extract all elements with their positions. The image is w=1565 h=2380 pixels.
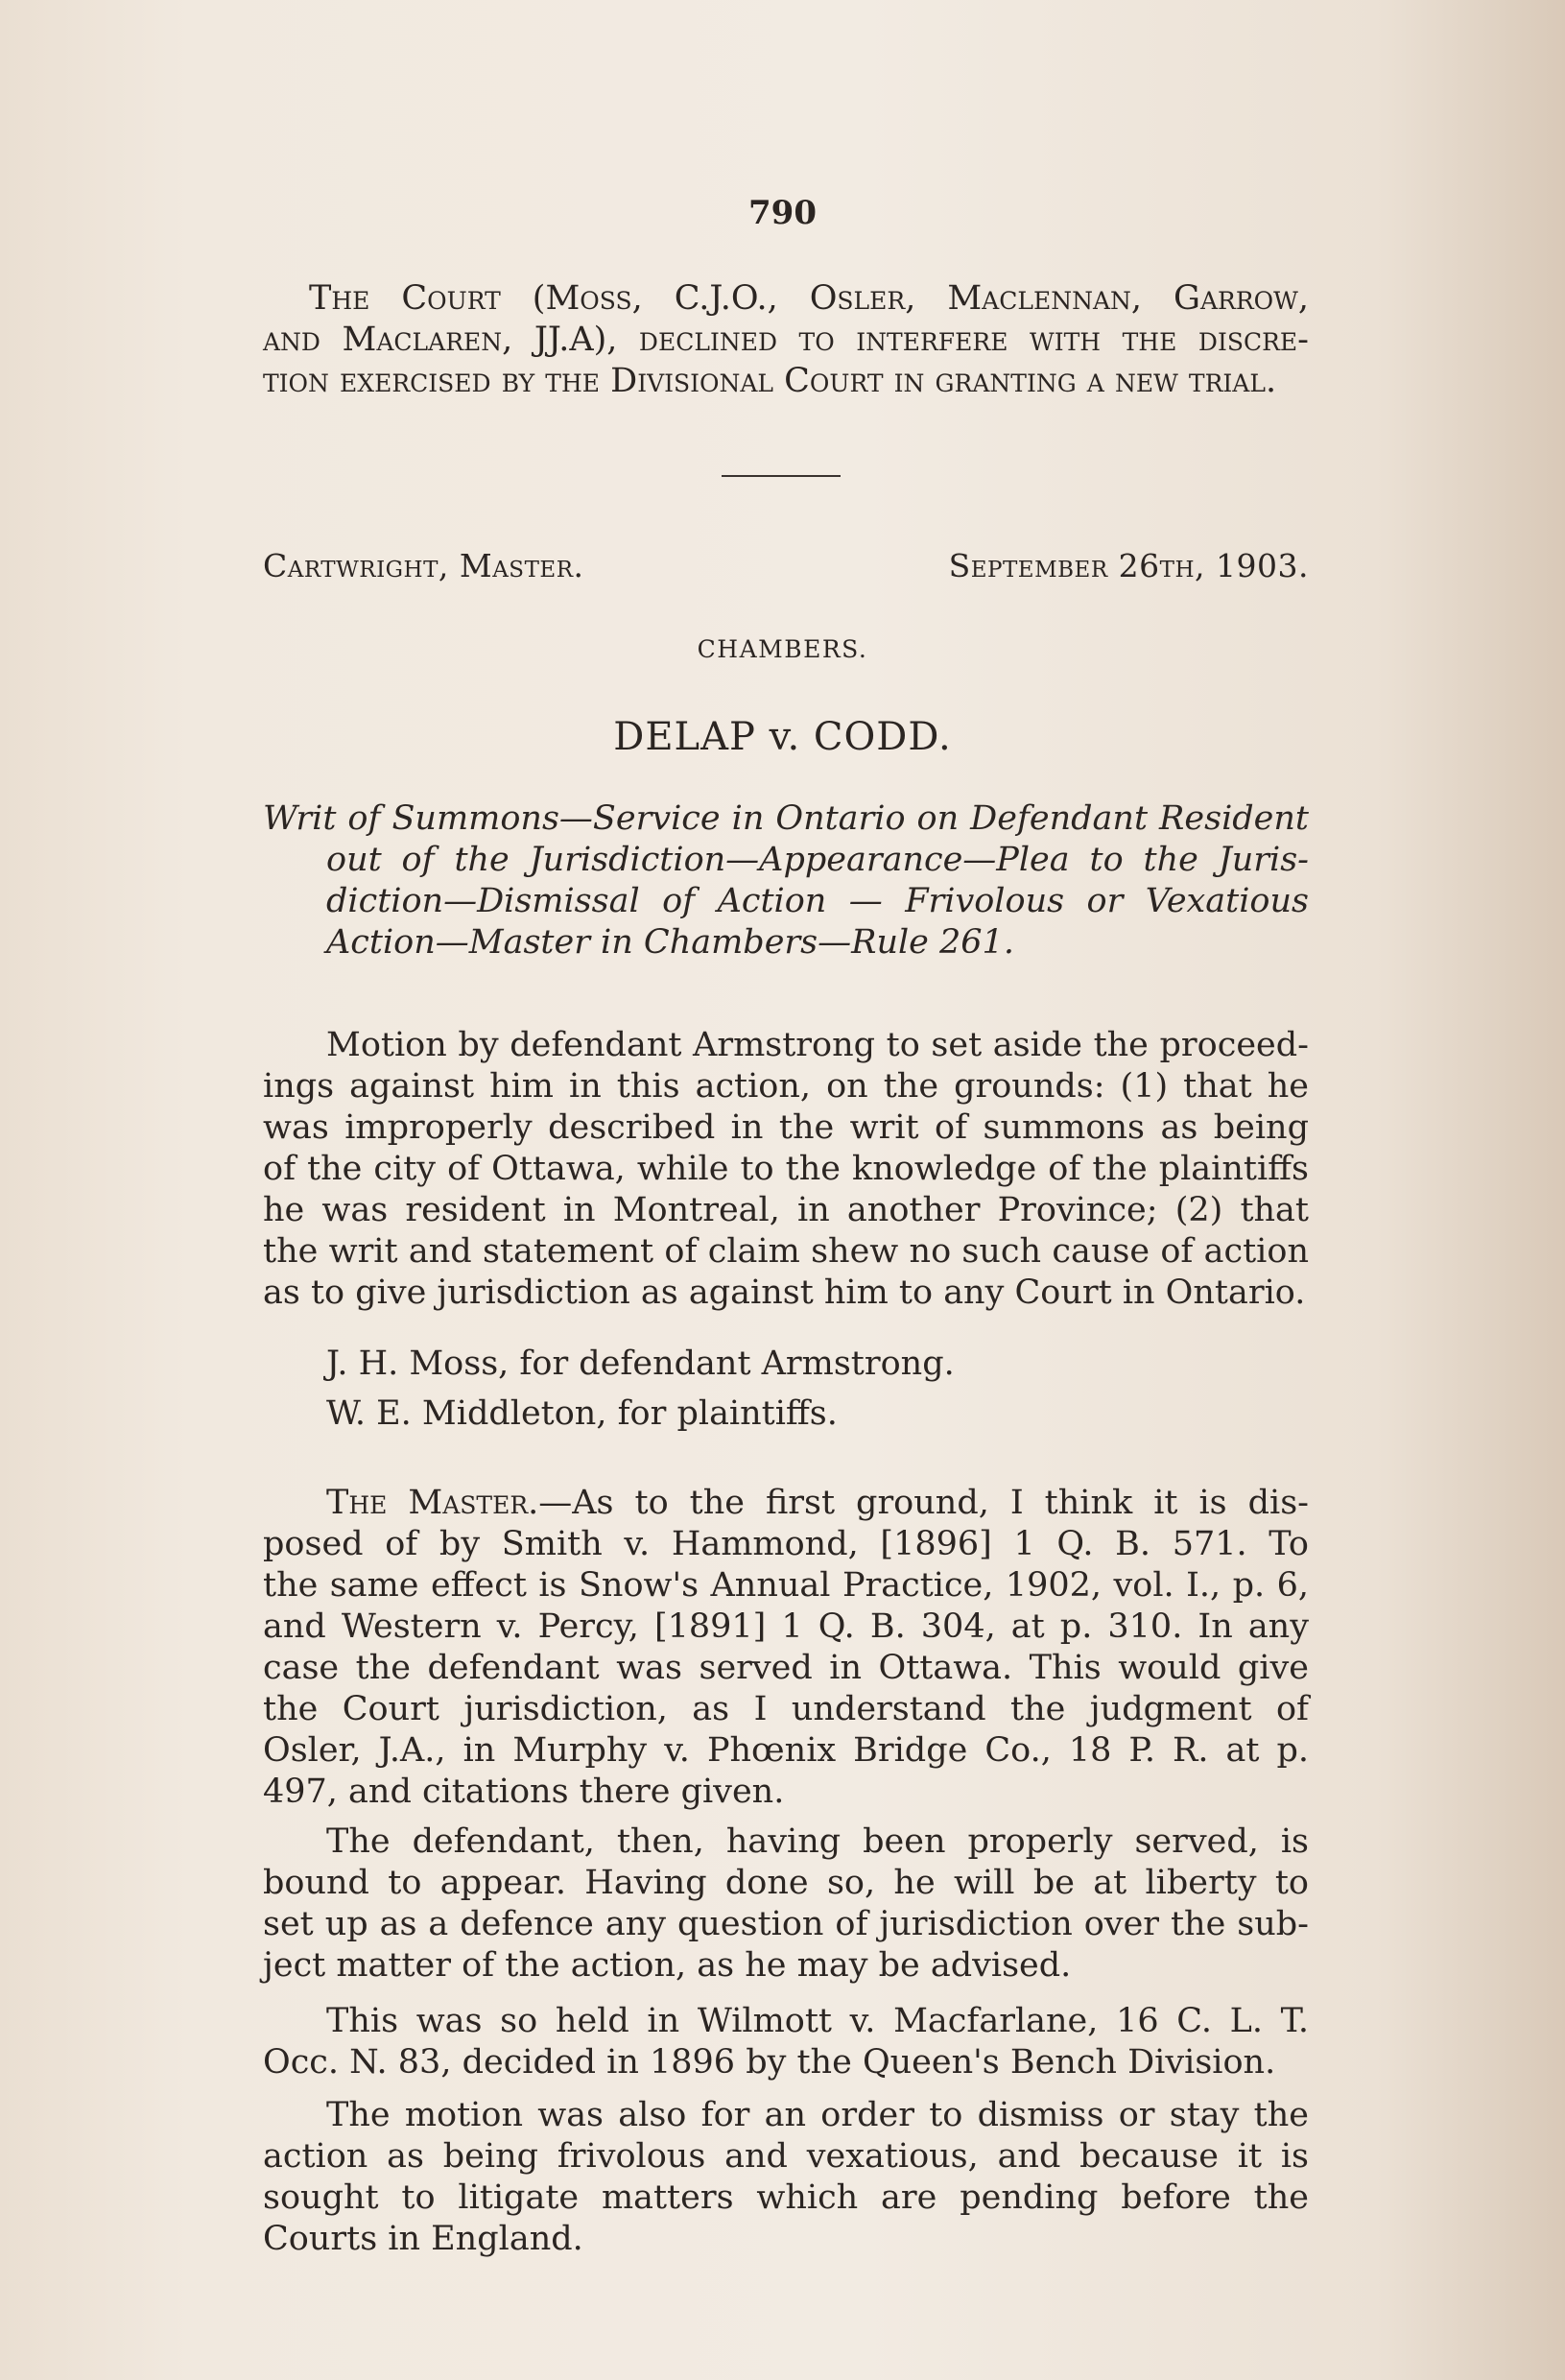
text-line: diction—Dismissal of Action — Frivolous or Vexatious <box>326 882 1309 920</box>
text-line: he was resident in Montreal, in another Province; (2) that <box>263 1191 1309 1229</box>
text-line: Writ of Summons—Service in Ontario on Defendant Resident <box>263 799 1309 838</box>
text-line: the Court jurisdiction, as I understand the judgment of <box>263 1690 1309 1728</box>
text-line: ject matter of the action, as he may be advised. <box>263 1946 1072 1985</box>
text-line: the writ and statement of claim shew no such cause of action <box>263 1232 1309 1271</box>
judge-name: Cartwright, Master. <box>263 547 584 584</box>
judgment-paragraph-2 <box>263 1821 1309 1987</box>
judgment-paragraph-4 <box>263 2095 1309 2260</box>
case-header <box>263 545 1309 586</box>
text-line: as to give jurisdiction as against him to any Court in Ontario. <box>263 1273 1306 1312</box>
text-line: the same effect is Snow's Annual Practice, 1902, vol. I., p. 6, <box>263 1566 1309 1605</box>
text-line: was improperly described in the writ of summons as being <box>263 1108 1309 1147</box>
text-line: This was so held in Wilmott v. Macfarlane, 16 C. L. T. <box>326 2002 1309 2040</box>
counsel-plaintiffs: W. E. Middleton, for plaintiffs. <box>326 1394 838 1433</box>
text-line: out of the Jurisdiction—Appearance—Plea to the Juris- <box>326 841 1309 879</box>
headnote <box>263 798 1309 964</box>
text-line: posed of by Smith v. Hammond, [1896] 1 Q. B. 571. To <box>263 1525 1309 1563</box>
text-line: Osler, J.A., in Murphy v. Phœnix Bridge Co., 18 P. R. at p. <box>263 1731 1309 1770</box>
text-line: 497, and citations there given. <box>263 1773 785 1811</box>
text-line: set up as a defence any question of jurisdiction over the sub- <box>263 1905 1309 1943</box>
text-line: Occ. N. 83, decided in 1896 by the Queen's Bench Division. <box>263 2043 1276 2082</box>
text-line: and Maclaren, JJ.A), declined to interfere with the discre- <box>263 321 1309 359</box>
case-title: DELAP v. CODD. <box>613 715 952 759</box>
motion-paragraph <box>263 1025 1309 1314</box>
counsel-defendant: J. H. Moss, for defendant Armstrong. <box>326 1345 955 1383</box>
text-line: Motion by defendant Armstrong to set aside the proceed- <box>326 1026 1309 1064</box>
text-line-content: The Master.—As to the first ground, I think it is dis- <box>326 1484 1309 1522</box>
text-line: sought to litigate matters which are pending before the <box>263 2178 1309 2217</box>
judgment-paragraph-1 <box>263 1483 1309 1813</box>
text-line: ings against him in this action, on the grounds: (1) that he <box>263 1067 1309 1106</box>
text-line: The defendant, then, having been properly served, is <box>326 1822 1309 1861</box>
text-line: of the city of Ottawa, while to the knowledge of the plaintiffs <box>263 1150 1309 1188</box>
page-number: 790 <box>748 194 817 232</box>
text-line: The Court (Moss, C.J.O., Osler, Maclennan, Garrow, <box>309 279 1309 318</box>
section-divider <box>722 475 841 477</box>
text-line: action as being frivolous and vexatious, and because it is <box>263 2137 1309 2176</box>
text-line: Courts in England. <box>263 2220 583 2258</box>
text-line <box>263 1483 1309 1524</box>
text-line: bound to appear. Having done so, he will be at liberty to <box>263 1864 1309 1902</box>
court-decision-paragraph <box>263 278 1309 402</box>
text-line: case the defendant was served in Ottawa. This would give <box>263 1649 1309 1687</box>
judgment-paragraph-3 <box>263 2001 1309 2083</box>
text-line: tion exercised by the Divisional Court in granting a new trial. <box>263 362 1277 400</box>
decision-date: September 26th, 1903. <box>948 547 1309 584</box>
text-line: The motion was also for an order to dismiss or stay the <box>326 2096 1309 2134</box>
venue-label: CHAMBERS. <box>697 635 868 663</box>
text-line: and Western v. Percy, [1891] 1 Q. B. 304, at p. 310. In any <box>263 1607 1309 1646</box>
text-line: Action—Master in Chambers—Rule 261. <box>326 923 1014 962</box>
